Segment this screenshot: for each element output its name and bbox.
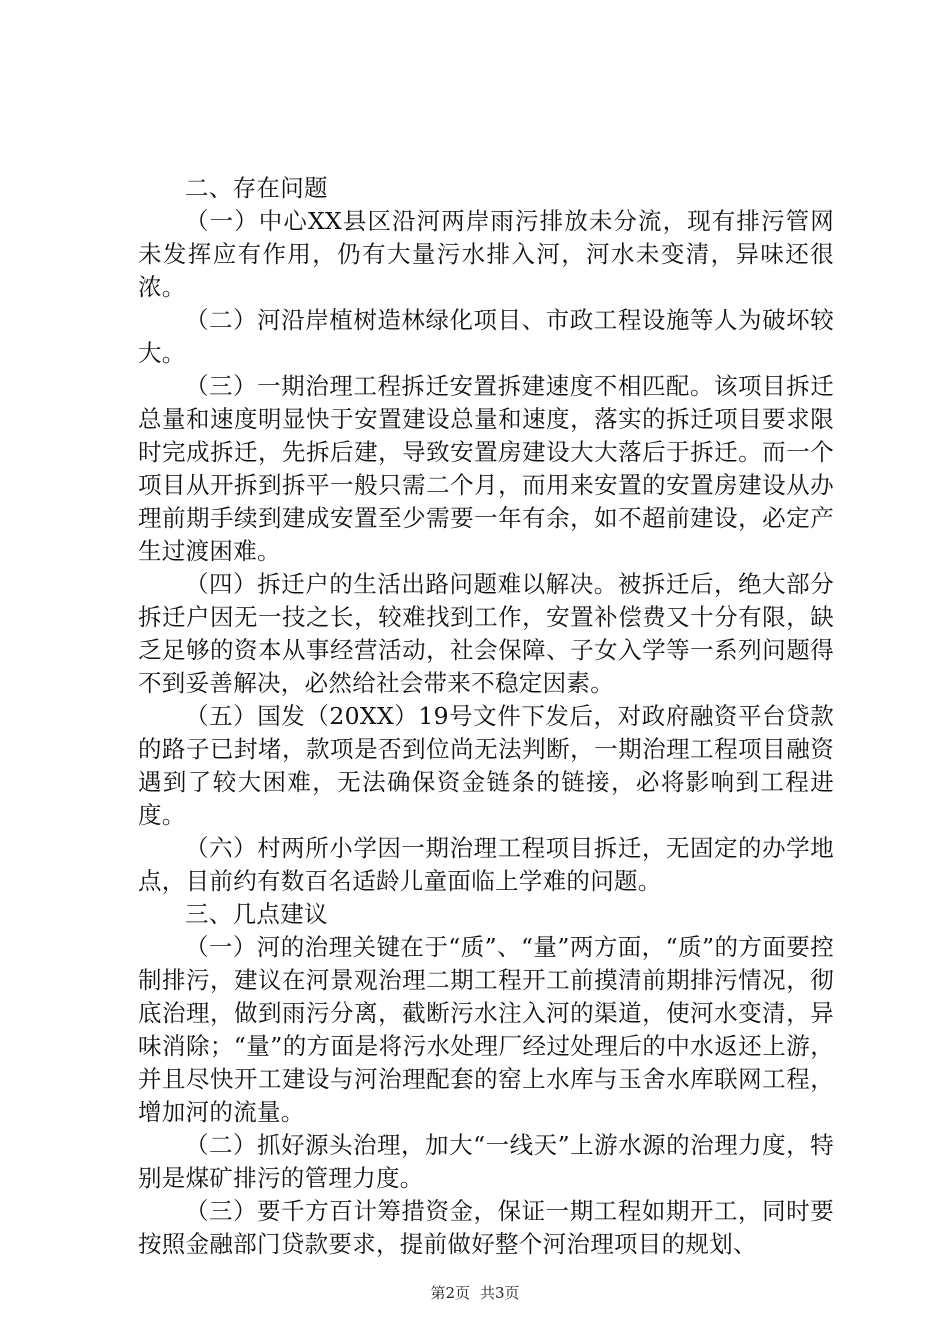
paragraph-problem-4: （四）拆迁户的生活出路问题难以解决。被拆迁后，绝大部分拆迁户因无一技之长，较难找到工作，安置补偿费又十分有限，缺乏足够的资本从事经营活动，社会保障、子女入学等一系列问题得不到妥善解决，必然给社会带来不稳定因素。 [138, 570, 834, 697]
document-body [138, 172, 834, 1261]
paragraph-problem-1: （一）中心XX县区沿河两岸雨污排放未分流，现有排污管网未发挥应有作用，仍有大量污水排入河，河水未变清，异味还很浓。 [138, 207, 834, 301]
paragraph-problem-5: （五）国发（20XX）19号文件下发后，对政府融资平台贷款的路子已封堵，款项是否到位尚无法判断，一期治理工程项目融资遇到了较大困难，无法确保资金链条的链接，必将影响到工程进度。 [138, 702, 834, 829]
paragraph-problem-2: （二）河沿岸植树造林绿化项目、市政工程设施等人为破坏较大。 [138, 306, 834, 367]
page-total: 共3页 [480, 1284, 520, 1302]
paragraph-suggestion-3: （三）要千方百计筹措资金，保证一期工程如期开工，同时要按照金融部门贷款要求，提前做好整个河治理项目的规划、 [138, 1197, 834, 1258]
paragraph-suggestion-2: （二）抓好源头治理，加大“一线天”上游水源的治理力度，特别是煤矿排污的管理力度。 [138, 1131, 834, 1192]
paragraph-problem-6: （六）村两所小学因一期治理工程项目拆迁，无固定的办学地点，目前约有数百名适龄儿童面临上学难的问题。 [138, 834, 834, 895]
section-heading-suggestions: 三、几点建议 [185, 900, 328, 928]
section-heading-problems: 二、存在问题 [185, 174, 328, 202]
paragraph-problem-3: （三）一期治理工程拆迁安置拆建速度不相匹配。该项目拆迁总量和速度明显快于安置建设总量和速度，落实的拆迁项目要求限时完成拆迁，先拆后建，导致安置房建设大大落后于拆迁。而一个项目从开拆到拆平一般只需二个月，而用来安置的安置房建设从办理前期手续到建成安置至少需要一年有余，如不超前建设，必定产生过渡困难。 [138, 372, 834, 565]
page-number: 第2页 [430, 1284, 470, 1302]
paragraph-suggestion-1: （一）河的治理关键在于“质”、“量”两方面，“质”的方面要控制排污，建议在河景观治理二期工程开工前摸清前期排污情况，彻底治理，做到雨污分离，截断污水注入河的渠道，使河水变清，异味消除；“量”的方面是将污水处理厂经过处理后的中水返还上游，并且尽快开工建设与河治理配套的窑上水库与玉舍水库联网工程，增加河的流量。 [138, 933, 834, 1126]
page-footer [0, 1282, 950, 1303]
